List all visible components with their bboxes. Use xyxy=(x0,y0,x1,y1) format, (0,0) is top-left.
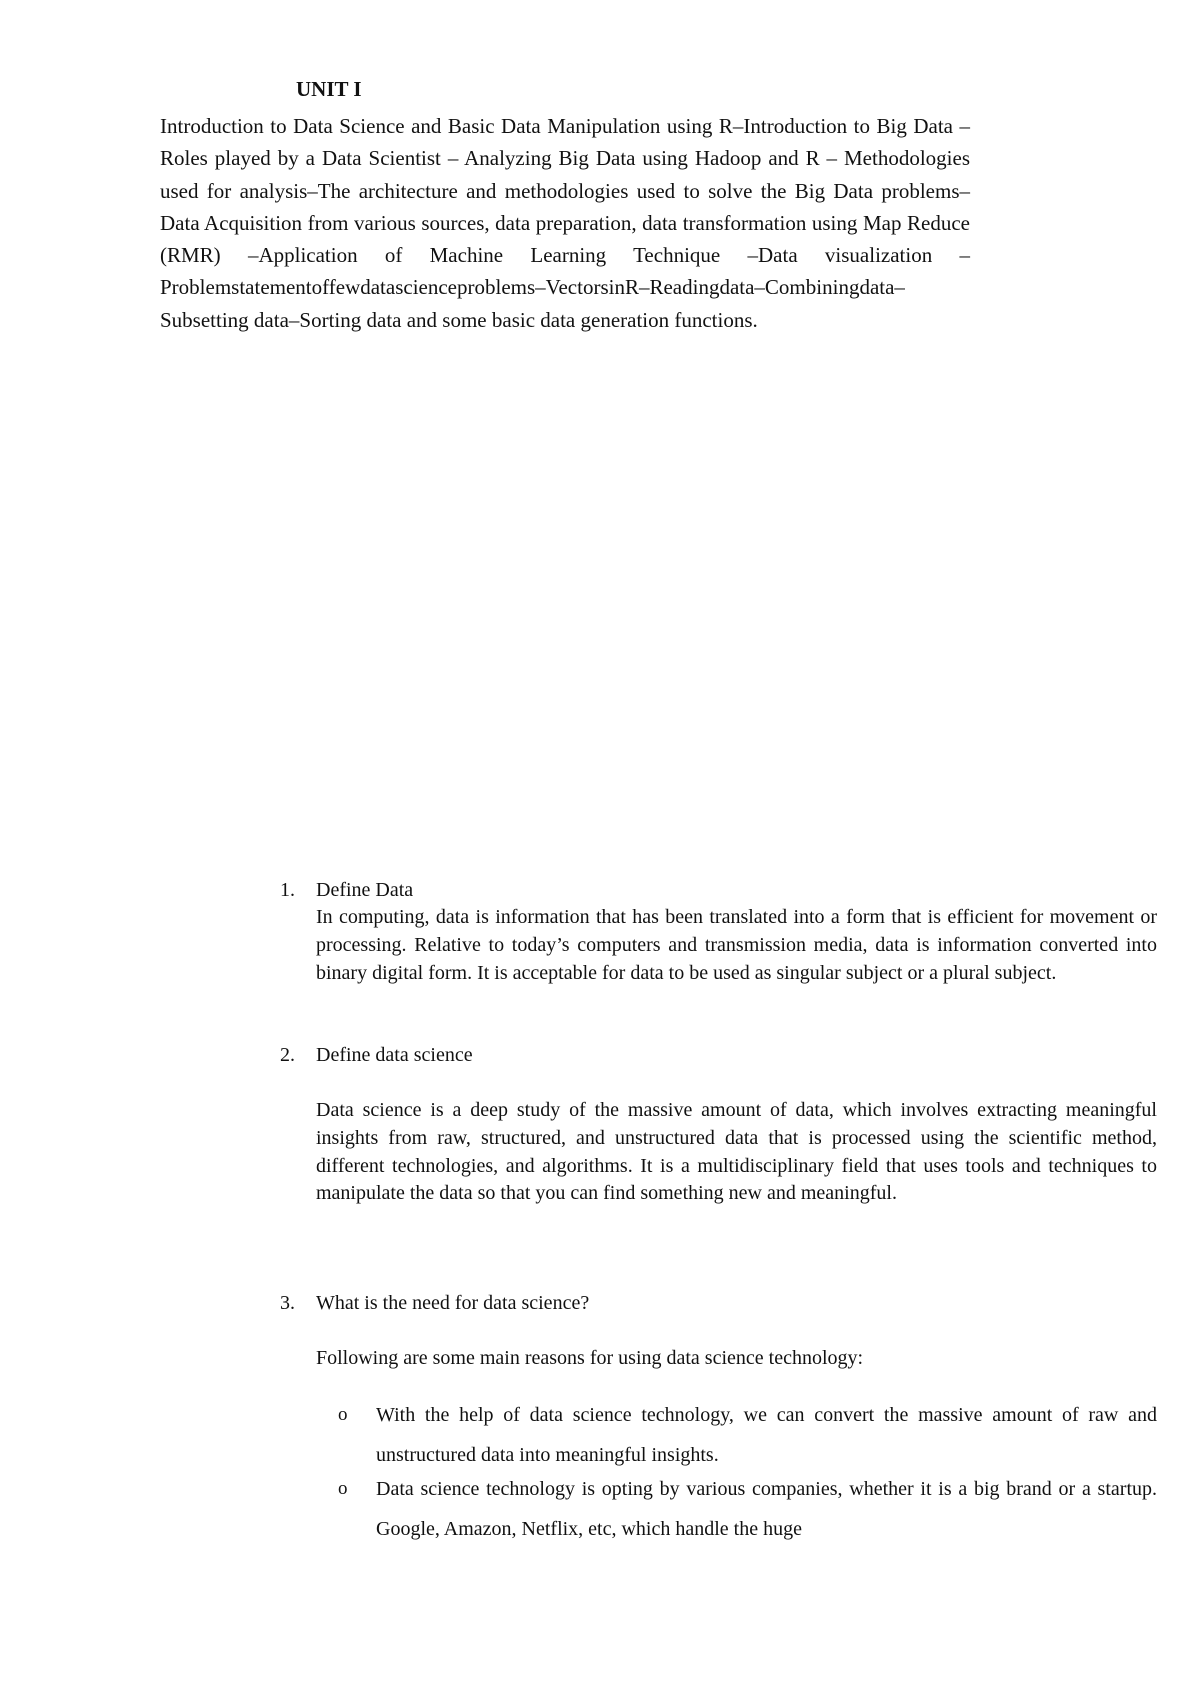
question-heading: What is the need for data science? xyxy=(316,1292,590,1314)
reason-text: Data science technology is opting by various companies, whether it is a big brand or a startup. Google, Amazon, Netflix, etc, which handle the huge xyxy=(376,1478,1157,1540)
hollow-bullet-icon: o xyxy=(338,1478,348,1499)
question-heading: Define Data xyxy=(316,879,414,901)
question-heading: Define data science xyxy=(316,1044,473,1066)
list-item xyxy=(316,1469,1157,1549)
question-answer: Data science is a deep study of the massive amount of data, which involves extracting meaningful insights from raw, structured, and unstructured data that is processed using the scientific method, different technologies, and algorithms. It is a multidisciplinary field that uses tools and techniques to manipulate the data so that you can find something new and meaningful. xyxy=(316,1099,1157,1205)
reason-text: With the help of data science technology, we can convert the massive amount of raw and unstructured data into meaningful insights. xyxy=(376,1404,1157,1466)
hollow-bullet-icon: o xyxy=(338,1404,348,1425)
unit-title: UNIT I xyxy=(296,77,362,101)
list-item xyxy=(316,1395,1157,1475)
question-number: 3. xyxy=(280,1292,295,1314)
question-body xyxy=(316,1289,1157,1540)
question-number: 2. xyxy=(280,1044,295,1066)
question-intro: Following are some main reasons for using data science technology: xyxy=(316,1347,864,1369)
question-number: 1. xyxy=(280,879,295,901)
question-body xyxy=(316,1041,1157,1208)
question-body xyxy=(316,876,1157,987)
reasons-list xyxy=(316,1395,1157,1549)
syllabus-paragraph: Introduction to Data Science and Basic Data Manipulation using R–Introduction to Big Data – Roles played by a Data Scientist – Analyzing Big Data using Hadoop and R – Methodologies used for analysis–The architecture and methodologies used to solve the Big Data problems–Data Acquisition from various sources, data preparation, data transformation using Map Reduce (RMR) –Application of Machine Learning Technique –Data visualization – Problemstatementoffewdatascienceproblems–VectorsinR–Readingdata–Combiningdata– Subsetting data–Sorting data and some basic data generation functions. xyxy=(160,114,970,332)
question-answer: In computing, data is information that has been translated into a form that is efficient for movement or processing. Relative to today’s computers and transmission media, data is information converted into binary digital form. It is acceptable for data to be used as singular subject or a plural subject. xyxy=(316,906,1157,984)
